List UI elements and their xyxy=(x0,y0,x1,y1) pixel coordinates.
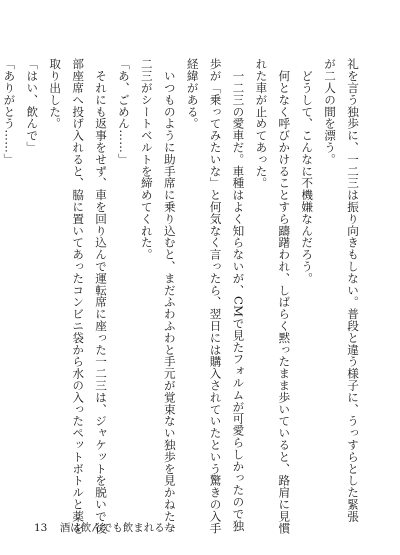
text-line: 部座席へ投げ入れると、脇に置いてあったコンビニ袋から水の入ったペットボトルと薬を xyxy=(71,58,86,534)
text-line: 歩が「乗ってみたいな」と何気なく言ったら、翌日には購入されていたという驚きの入手 xyxy=(208,58,223,534)
text-line: 何となく呼びかけることすら躊躇われ、しばらく黙ったまま歩いていると、路肩に見慣 xyxy=(277,58,292,534)
text-line: それにも返事をせず、車を回り込んで運転席に座った一二三は、ジャケットを脱いで後 xyxy=(94,58,109,534)
text-line: が二人の間を漂う。 xyxy=(323,58,338,166)
page-number: 13 xyxy=(34,522,48,534)
page-footer xyxy=(34,521,175,535)
text-line: 「はい、飲んで」 xyxy=(25,58,40,154)
text-line: 「あ、ごめん……」 xyxy=(116,58,131,166)
text-line: 「ありがとう……」 xyxy=(2,58,17,166)
text-line: いつものように助手席に乗り込むと、まだふわふわと手元が覚束ない独歩を見かねた一 xyxy=(162,58,177,534)
text-line: 礼を言う独歩に、一二三は振り向きもしない。普段と違う様子に、うっすらとした緊張 xyxy=(346,58,360,523)
text-line: 二三がシートベルトを締めてくれた。 xyxy=(139,58,154,261)
running-title: 酒は飲んでも飲まれるな xyxy=(59,522,176,534)
text-line: どうして、こんなに不機嫌なんだろう。 xyxy=(300,58,315,285)
text-line: 取り出した。 xyxy=(48,58,63,130)
text-line: 一二三の愛車だ。車種はよく知らないが、CMで見たフォルムが可愛らしかったので独 xyxy=(231,58,246,532)
text-line: 経緯がある。 xyxy=(185,58,200,130)
text-line: れた車が止めてあった。 xyxy=(254,58,269,189)
